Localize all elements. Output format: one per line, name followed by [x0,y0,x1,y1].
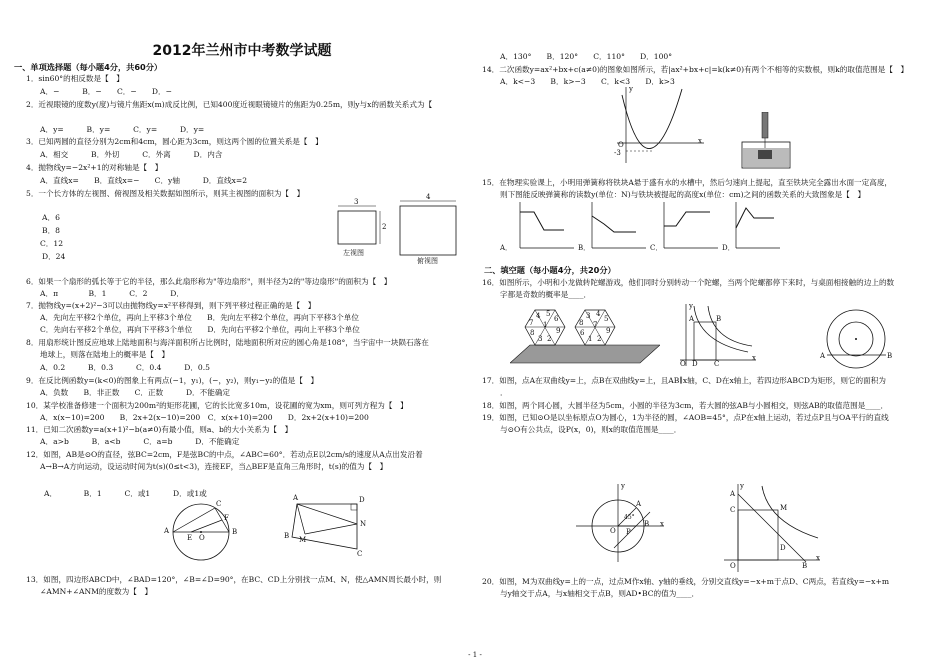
spring-scale-picture [740,112,792,170]
top1-num-8: 2 [547,335,552,343]
graph-a [520,202,574,248]
parabola [622,89,682,149]
question-5: 5．一个长方体的左视图、俯视图及相关数据如图所示，则其主视图的面积为【 】 [26,189,305,198]
label-y: y [740,482,744,490]
dim-4: 4 [426,193,431,201]
label-x: x [660,520,664,528]
question-6: 6．如果一个扇形的弧长等于它的半径，那么此扇形称为"等边扇形"，则半径为2的"等边扇形"的面积为【 】 [26,277,392,286]
label-m: M [780,504,788,512]
section-choice-heading: 一、单项选择题（每小题4分，共60分） [14,62,163,72]
label-a: A [689,315,695,323]
label-b: B [716,315,722,323]
top1-num-2: 5 [546,310,551,318]
question-7: 7．抛物线y=(x+2)²−3可以由抛物线y=x²平移得到，则下列平移过程正确的是【 】 [26,301,316,310]
question-18: 18．如图，两个同心圆，大圆半径为5cm，小圆的半径为3cm，若大圆的弦AB与小圆相交，则弦AB的取值范围是____． [482,401,889,410]
label-e: E [187,534,193,542]
question-6-options: A．π B．1 C．2 D． [40,289,184,298]
top2-num-9: 7 [593,321,598,329]
table-surface [510,345,660,363]
label-b: B [284,532,290,540]
label-c: C [216,500,222,508]
question-5-figure [337,193,477,268]
label-x: x [816,554,820,562]
right-column [482,0,942,672]
question-18-figure [820,308,892,370]
left-view-rect [338,211,376,244]
question-12-figure [154,492,249,562]
label-d: D [780,544,786,552]
label-c: C [730,506,736,514]
question-9: 9．在反比例函数y=(k<0)的图象上有两点(−1，y₁)，(−，y₂)，则y₁−y₂的值是【 】 [26,376,319,385]
option-b-label: B． [578,244,591,252]
left-column [12,0,472,672]
top2-num-3: 5 [604,315,609,323]
top1-num-4: 7 [529,319,534,327]
label-y: y [629,85,633,93]
label-p: P [626,528,631,536]
question-16-line-2: 字都是奇数的概率是____． [500,290,592,299]
question-4: 4．抛物线y=−2x²+1的对称轴是【 】 [26,163,163,172]
top-view-label: 俯视图 [417,257,438,265]
question-20-line-2: 与y轴交于点A，与x轴相交于点B，则AD•BC的值为____． [500,589,700,598]
top2-num-7: 1 [588,335,593,343]
question-13-figure [284,494,377,566]
question-16: 16．如图所示，小明和小龙做转陀螺游戏，他们同时分别转动一个陀螺，当两个陀螺都停下来时，与桌面相接触的边上的数 [482,278,895,287]
page-number: - 1 - [468,651,482,659]
question-8: 8．用扇形统计图反应地球上陆地面积与海洋面积所占比例时，陆地面积所对应的圆心角是108°，当宇宙中一块陨石落在 [26,338,429,347]
question-20: 20．如图，M为双曲线y=上的一点，过点M作x轴、y轴的垂线，分别交直线y=−x+m于点D、C两点，若直线y=−x+m [482,577,890,586]
top1-num-7: 3 [538,335,543,343]
option-c-label: C． [650,244,663,252]
option-a-label: A． [500,244,513,252]
label-d: D [359,496,365,504]
question-3-options: A．相交 B．外切 C．外离 D．内含 [40,150,223,159]
question-17-line-2: ． [500,388,508,397]
question-13-line-2: ∠AMN+∠ANM的度数为【 】 [40,587,153,596]
rect-m [738,510,778,560]
graph-b [592,202,646,248]
label-b: B [644,520,650,528]
question-17: 17．如图，点A在双曲线y=上，点B在双曲线y=上，且AB∥x轴，C、D在x轴上，若四边形ABCD为矩形，则它的面积为 [482,376,886,385]
top1-num-5: 9 [556,327,561,335]
left-view-label: 左视图 [343,249,364,257]
top1-num-9: 1 [543,321,548,329]
question-2-options: A．y= B．y= C．y= D．y= [40,125,205,134]
label-d: D [692,360,698,368]
dim-3: 3 [354,198,359,206]
question-15-line-2: 则下图能反映弹簧称的读数y(单位：N)与铁块被提起的高度x(单位：cm)之间的函数关系的大致图象是【 】 [500,190,866,199]
question-17-figure [678,302,758,368]
angle-label: 45° [624,514,635,521]
question-7-options-ab: A．先向左平移2个单位，再向上平移3个单位 B．先向左平移2个单位，再向下平移3个单位 [40,313,359,322]
question-4-options: A．直线x= B．直线x=− C．y轴 D．直线x=2 [40,176,248,185]
label-a: A [293,494,299,502]
label-b: B [802,562,808,570]
question-5-option-c: C．12 [40,239,64,248]
top2-num-1: 3 [586,312,591,320]
label-o: O [199,534,205,542]
section-fill-heading: 二、填空题（每小题4分，共20分） [484,265,616,275]
question-13: 13．如图，四边形ABCD中，∠BAD=120°，∠B=∠D=90°，在BC、CD上分别找一点M、N，使△AMN周长最小时，则 [26,575,442,584]
label-n: N [360,520,367,528]
option-d-label: D． [722,244,735,252]
label-o: O [730,562,736,570]
label-y: y [621,482,625,490]
label-a: A [730,490,736,498]
label-o: O [680,360,686,368]
question-10-options: A．x(x−10)=200 B．2x+2(x−10)=200 C．x(x+10)=200 D．2x+2(x+10)=200 [40,413,369,422]
question-5-option-b: B．8 [42,226,61,235]
question-19: 19．如图，已知⊙O是以坐标原点O为圆心，1为半径的圆，∠AOB=45°，点P在x轴上运动，若过点P且与OA平行的直线 [482,413,889,422]
question-12: 12．如图，AB是⊙O的直径，弦BC=2cm，F是弦BC的中点，∠ABC=60°．若动点E以2cm/s的速度从A点出发沿着 [26,450,423,459]
label-x: x [698,137,702,145]
question-7-options-cd: C．先向右平移2个单位，再向下平移3个单位 D．先向右平移2个单位，再向上平移3个单位 [40,325,360,334]
top2-num-8: 2 [597,335,602,343]
label-a: A [636,500,642,508]
question-5-option-d: D．24 [42,252,66,261]
top1-num-3: 6 [554,315,559,323]
top2-num-4: 8 [579,319,584,327]
label-c: C [714,360,720,368]
question-12-line-2: A→B→A方向运动，设运动时间为t(s)(0≤t<3)，连接EF，当△BEF是直角三角形时，t(s)的值为【 】 [40,462,388,471]
question-20-figure [722,482,822,574]
top-view-rect [400,206,456,255]
question-19-line-2: 与⊙O有公共点，设P(x，0)，则x的取值范围是____． [500,425,682,434]
label-b: B [232,528,238,536]
question-11-options: A．a>b B．a<b C．a=b D．不能确定 [40,437,240,446]
question-19-figure [574,482,666,564]
question-1-options: A．− B．− C．− D．− [40,87,172,96]
label-c: C [357,550,363,558]
label-b: B [887,352,893,360]
question-3: 3．已知两圆的直径分别为2cm和4cm，圆心距为3cm，则这两个圆的位置关系是【 】 [26,137,323,146]
top2-num-6: 6 [580,329,585,337]
rect-abcd [694,322,716,360]
label-y: y [689,302,693,310]
question-12-options: A． B．1 C．或1 D．或1或 [44,489,207,498]
question-14-options: A．k<−3 B．k>−3 C．k<3 D．k>3 [500,77,675,86]
question-11: 11．已知二次函数y=a(x+1)²−b(a≠0)有最小值，则a、b的大小关系为【 】 [26,425,293,434]
label-m: M [299,536,307,544]
question-14: 14．二次函数y=ax²+bx+c(a≠0)的图象如图所示，若|ax²+bx+c|=k(k≠0)有两个不相等的实数根，则k的取值范围是【 】 [482,65,909,74]
page-title: 2012年兰州市中考数学试题 [152,43,332,59]
top1-num-1: 4 [536,312,541,320]
graph-d [736,202,780,248]
label-a: A [820,352,826,360]
question-15-options-figure [482,198,782,258]
label-neg3: -3 [614,149,621,157]
question-2: 2．近视眼镜的度数y(度)与镜片焦距x(m)成反比例，已知400度近视眼镜镜片的焦距为0.25m，则y与x的函数关系式为【 [26,100,433,109]
label-a: A [164,527,170,535]
question-9-options: A．负数 B．非正数 C．正数 D．不能确定 [40,388,231,397]
label-x: x [752,354,756,362]
top2-num-2: 4 [596,310,601,318]
question-14-figure [612,85,707,165]
question-5-option-a: A．6 [42,213,60,222]
label-o: O [610,527,616,535]
question-10: 10．某学校准备修建一个面积为200m²的矩形花圃，它的长比宽多10m，设花圃的宽为xm，则可列方程为【 】 [26,401,408,410]
question-1: 1．sin60°的相反数是【 】 [26,74,124,83]
label-f: F [224,514,229,522]
question-15: 15．在物理实验课上，小明用弹簧称将铁块A悬于盛有水的水槽中，然后匀速向上提起，直至铁块完全露出水面一定高度， [482,178,893,187]
question-16-figure [510,305,660,365]
question-13-options: A．130° B．120° C．110° D．100° [500,52,673,61]
top1-num-6: 8 [530,329,535,337]
graph-c [664,202,718,248]
question-8-options: A．0.2 B．0.3 C．0.4 D．0.5 [40,363,210,372]
question-8-line-2: 地球上，则落在陆地上的概率是【 】 [40,350,170,359]
label-o: O [618,141,624,149]
dim-2: 2 [382,223,387,231]
top2-num-5: 9 [606,327,611,335]
